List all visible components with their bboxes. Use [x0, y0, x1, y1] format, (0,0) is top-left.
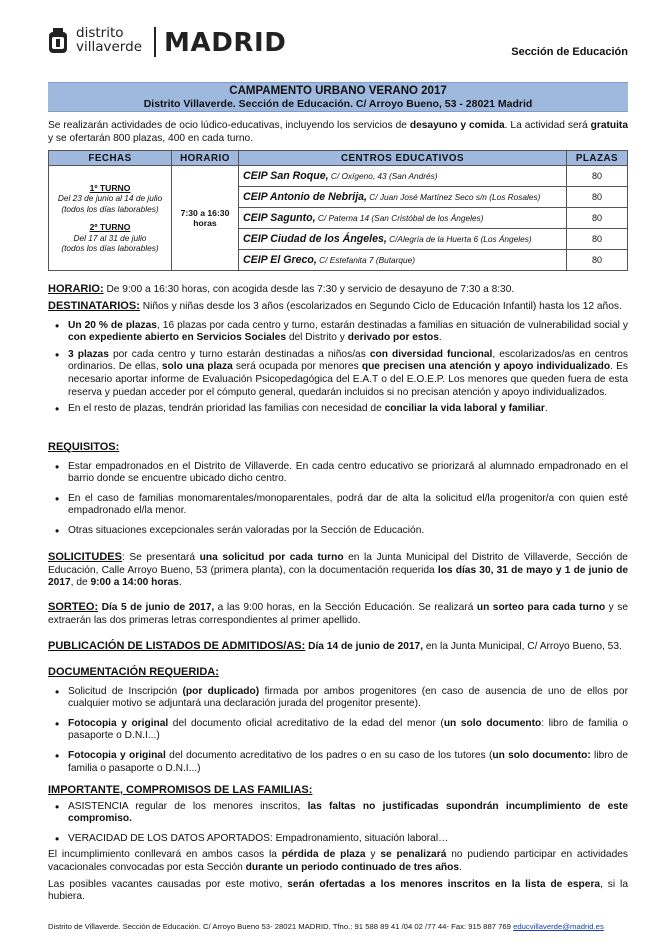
destinatarios-list	[48, 320, 628, 416]
centro-cell: CEIP San Roque, C/ Oxígeno, 43 (San Andrés)	[239, 166, 567, 187]
requisitos-section	[48, 441, 628, 542]
plazas-cell: 80	[567, 208, 628, 229]
list-item: • Un 20 % de plazas, 16 plazas por cada centro y turno, estarán destinadas a familias en situación de vulnerabilidad social y con expediente abierto en Servicios Sociales del Distrito y derivado por estos.	[48, 320, 628, 345]
list-item: • En el resto de plazas, tendrán prioridad las familias con necesidad de conciliar la vida laboral y familiar.	[48, 403, 628, 416]
col-centros: CENTROS EDUCATIVOS	[239, 151, 567, 166]
list-item: • Fotocopia y original del documento acreditativo de los padres o en su caso de los tutores (un solo documento: libro de familia o pasaporte o D.N.I...)	[48, 750, 628, 775]
centro-cell: CEIP Sagunto, C/ Paterna 14 (San Cristóbal de los Ángeles)	[239, 208, 567, 229]
centro-cell: CEIP Ciudad de los Ángeles, C/Alegría de la Huerta 6 (Los Ángeles)	[239, 229, 567, 250]
centro-cell: CEIP El Greco, C/ Estefanita 7 (Butarque)	[239, 250, 567, 271]
publicacion-section: PUBLICACIÓN DE LISTADOS DE ADMITIDOS/AS: Día 14 de junio de 2017, en la Junta Municipal, C/ Arroyo Bueno, 53.	[48, 640, 622, 652]
intro-paragraph: Se realizarán actividades de ocio lúdico-educativas, incluyendo los servicios de desayuno y comida. La actividad será gratuita y se ofertarán 800 plazas, 400 en cada turno.	[48, 120, 628, 144]
importante-section	[48, 784, 628, 904]
col-horario: HORARIO	[172, 151, 239, 166]
madrid-seal-icon	[48, 28, 68, 54]
importante-paragraph: El incumplimiento conllevará en ambos casos la pérdida de plaza y se penalizará no pudiendo participar en actividades vacacionales convocadas por esta Sección durante un periodo continuado de tres años.	[48, 849, 628, 873]
col-plazas: PLAZAS	[567, 151, 628, 166]
centers-table	[48, 150, 628, 271]
plazas-cell: 80	[567, 166, 628, 187]
sorteo-heading: SORTEO:	[48, 601, 99, 613]
list-item: • ASISTENCIA regular de los menores inscritos, las faltas no justificadas supondrán incumplimiento de este compromiso.	[48, 801, 628, 826]
documentacion-section	[48, 666, 628, 779]
logo-divider	[154, 27, 156, 57]
plazas-cell: 80	[567, 229, 628, 250]
importante-list	[48, 801, 628, 846]
vacantes-paragraph: Las posibles vacantes causadas por este motivo, serán ofertadas a los menores inscritos en la lista de espera, si la hubiera.	[48, 878, 628, 903]
document-title: CAMPAMENTO URBANO VERANO 2017	[229, 85, 447, 97]
table-header-row	[49, 151, 628, 166]
sorteo-section: SORTEO: Día 5 de junio de 2017, a las 9:00 horas, en la Sección Educación. Se realizará un sorteo para cada turno y se extraerán las dos primeras letras correspondientes al primer apellido.	[48, 601, 629, 626]
destinatarios-heading: DESTINATARIOS:	[48, 300, 140, 312]
destinatarios-section: DESTINATARIOS: Niños y niñas desde los 3 años (escolarizados en Segundo Ciclo de Educación Infantil) hasta los 12 años. • Un 20 % de plazas, 16 plazas por cada centro y turno, estarán destinadas a familias en situación de vulnerabilidad social y con expediente abierto en Servicios Sociales del Distrito y derivado por estos. • 3 plazas por cada centro y turno estarán destinadas a niños/as con diversidad funcional, escolarizados/as en centros ordinarios. De ellas, solo una plaza será ocupada por menores que precisen una atención y apoyo individualizado. Es necesario aportar informe de Evaluación Psicopedagógica del E.A.T o del E.O.E.P. Los menores que queden fuera de esta reserva y puedan acceder por el cómputo general, quedarán incluidos si no precisan atención y apoyo individualizados. • En el resto de plazas, tendrán prioridad las familias con necesidad de conciliar la vida laboral y familiar.	[48, 300, 628, 420]
list-item: • Fotocopia y original del documento oficial acreditativo de la edad del menor (un solo documento: libro de familia o pasaporte o D.N.I...)	[48, 718, 628, 743]
requisitos-list	[48, 461, 628, 538]
plazas-cell: 80	[567, 250, 628, 271]
header	[48, 24, 628, 64]
logo-district-text: distrito villaverde	[76, 25, 142, 55]
footer-email-link[interactable]: educvillaverde@madrid.es	[513, 922, 604, 931]
horario-heading: HORARIO:	[48, 283, 104, 295]
footer-text: Distrito de Villaverde. Sección de Educación. C/ Arroyo Bueno 53- 28021 MADRID. Tfno.: 91 588 89 41 /04 02 /77 44- Fax: 915 887 769	[48, 922, 514, 931]
title-band	[48, 82, 628, 112]
plazas-cell: 80	[567, 187, 628, 208]
solicitudes-heading: SOLICITUDES	[48, 551, 122, 563]
importante-heading: IMPORTANTE, COMPROMISOS DE LAS FAMILIAS:	[48, 784, 313, 796]
turnos-cell: 1º TURNO Del 23 de junio al 14 de julio (todos los días laborables) 2º TURNO Del 17 al 31 de julio (todos los días laborables)	[49, 166, 172, 271]
col-fechas: FECHAS	[49, 151, 172, 166]
documentacion-list	[48, 686, 628, 776]
document-subtitle: Distrito Villaverde. Sección de Educación. C/ Arroyo Bueno, 53 - 28021 Madrid	[143, 98, 533, 110]
table-row	[49, 166, 628, 187]
list-item: • VERACIDAD DE LOS DATOS APORTADOS: Empadronamiento, situación laboral…	[48, 833, 628, 846]
logo-city: MADRID	[164, 28, 287, 58]
section-name: Sección de Educación	[511, 46, 628, 58]
list-item: • En el caso de familias monomarentales/monoparentales, podrá dar de alta la solicitud el/la progenitor/a con quien esté empadronado el/la menor.	[48, 493, 628, 518]
list-item: • Solicitud de Inscripción (por duplicado) firmada por ambos progenitores (en caso de ausencia de uno de ellos por cualquier motivo se adjuntará una declaración jurada del progenitor presente).	[48, 686, 628, 711]
publicacion-heading: PUBLICACIÓN DE LISTADOS DE ADMITIDOS/AS:	[48, 640, 306, 652]
documentacion-heading: DOCUMENTACIÓN REQUERIDA:	[48, 666, 219, 678]
solicitudes-section: SOLICITUDES: Se presentará una solicitud por cada turno en la Junta Municipal del Distrito de Villaverde, Sección de Educación, Calle Arroyo Bueno, 53 (primera planta), con la documentación requerida los días 30, 31 de mayo y 1 de junio de 2017, de 9:00 a 14:00 horas.	[48, 551, 629, 589]
footer	[48, 922, 628, 931]
centro-cell: CEIP Antonio de Nebrija, C/ Juan José Martínez Seco s/n (Los Rosales)	[239, 187, 567, 208]
list-item: • 3 plazas por cada centro y turno estarán destinadas a niños/as con diversidad funcional, escolarizados/as en centros ordinarios. De ellas, solo una plaza será ocupada por menores que precisen una atención y apoyo individualizado. Es necesario aportar informe de Evaluación Psicopedagógica del E.A.T o del E.O.E.P. Los menores que queden fuera de esta reserva y puedan acceder por el cómputo general, quedarán incluidos si no precisan atención y apoyo individualizados.	[48, 349, 628, 399]
list-item: • Otras situaciones excepcionales serán valoradas por la Sección de Educación.	[48, 525, 628, 538]
requisitos-heading: REQUISITOS:	[48, 441, 120, 453]
horario-section: HORARIO: De 9:00 a 16:30 horas, con acogida desde las 7:30 y servicio de desayuno de 7:30 a 8:30.	[48, 283, 515, 295]
list-item: • Estar empadronados en el Distrito de Villaverde. En cada centro educativo se priorizará al alumnado empadronado en el barrio donde se encuentre ubicado dicho centro.	[48, 461, 628, 486]
horario-cell: 7:30 a 16:30 horas	[172, 166, 239, 271]
